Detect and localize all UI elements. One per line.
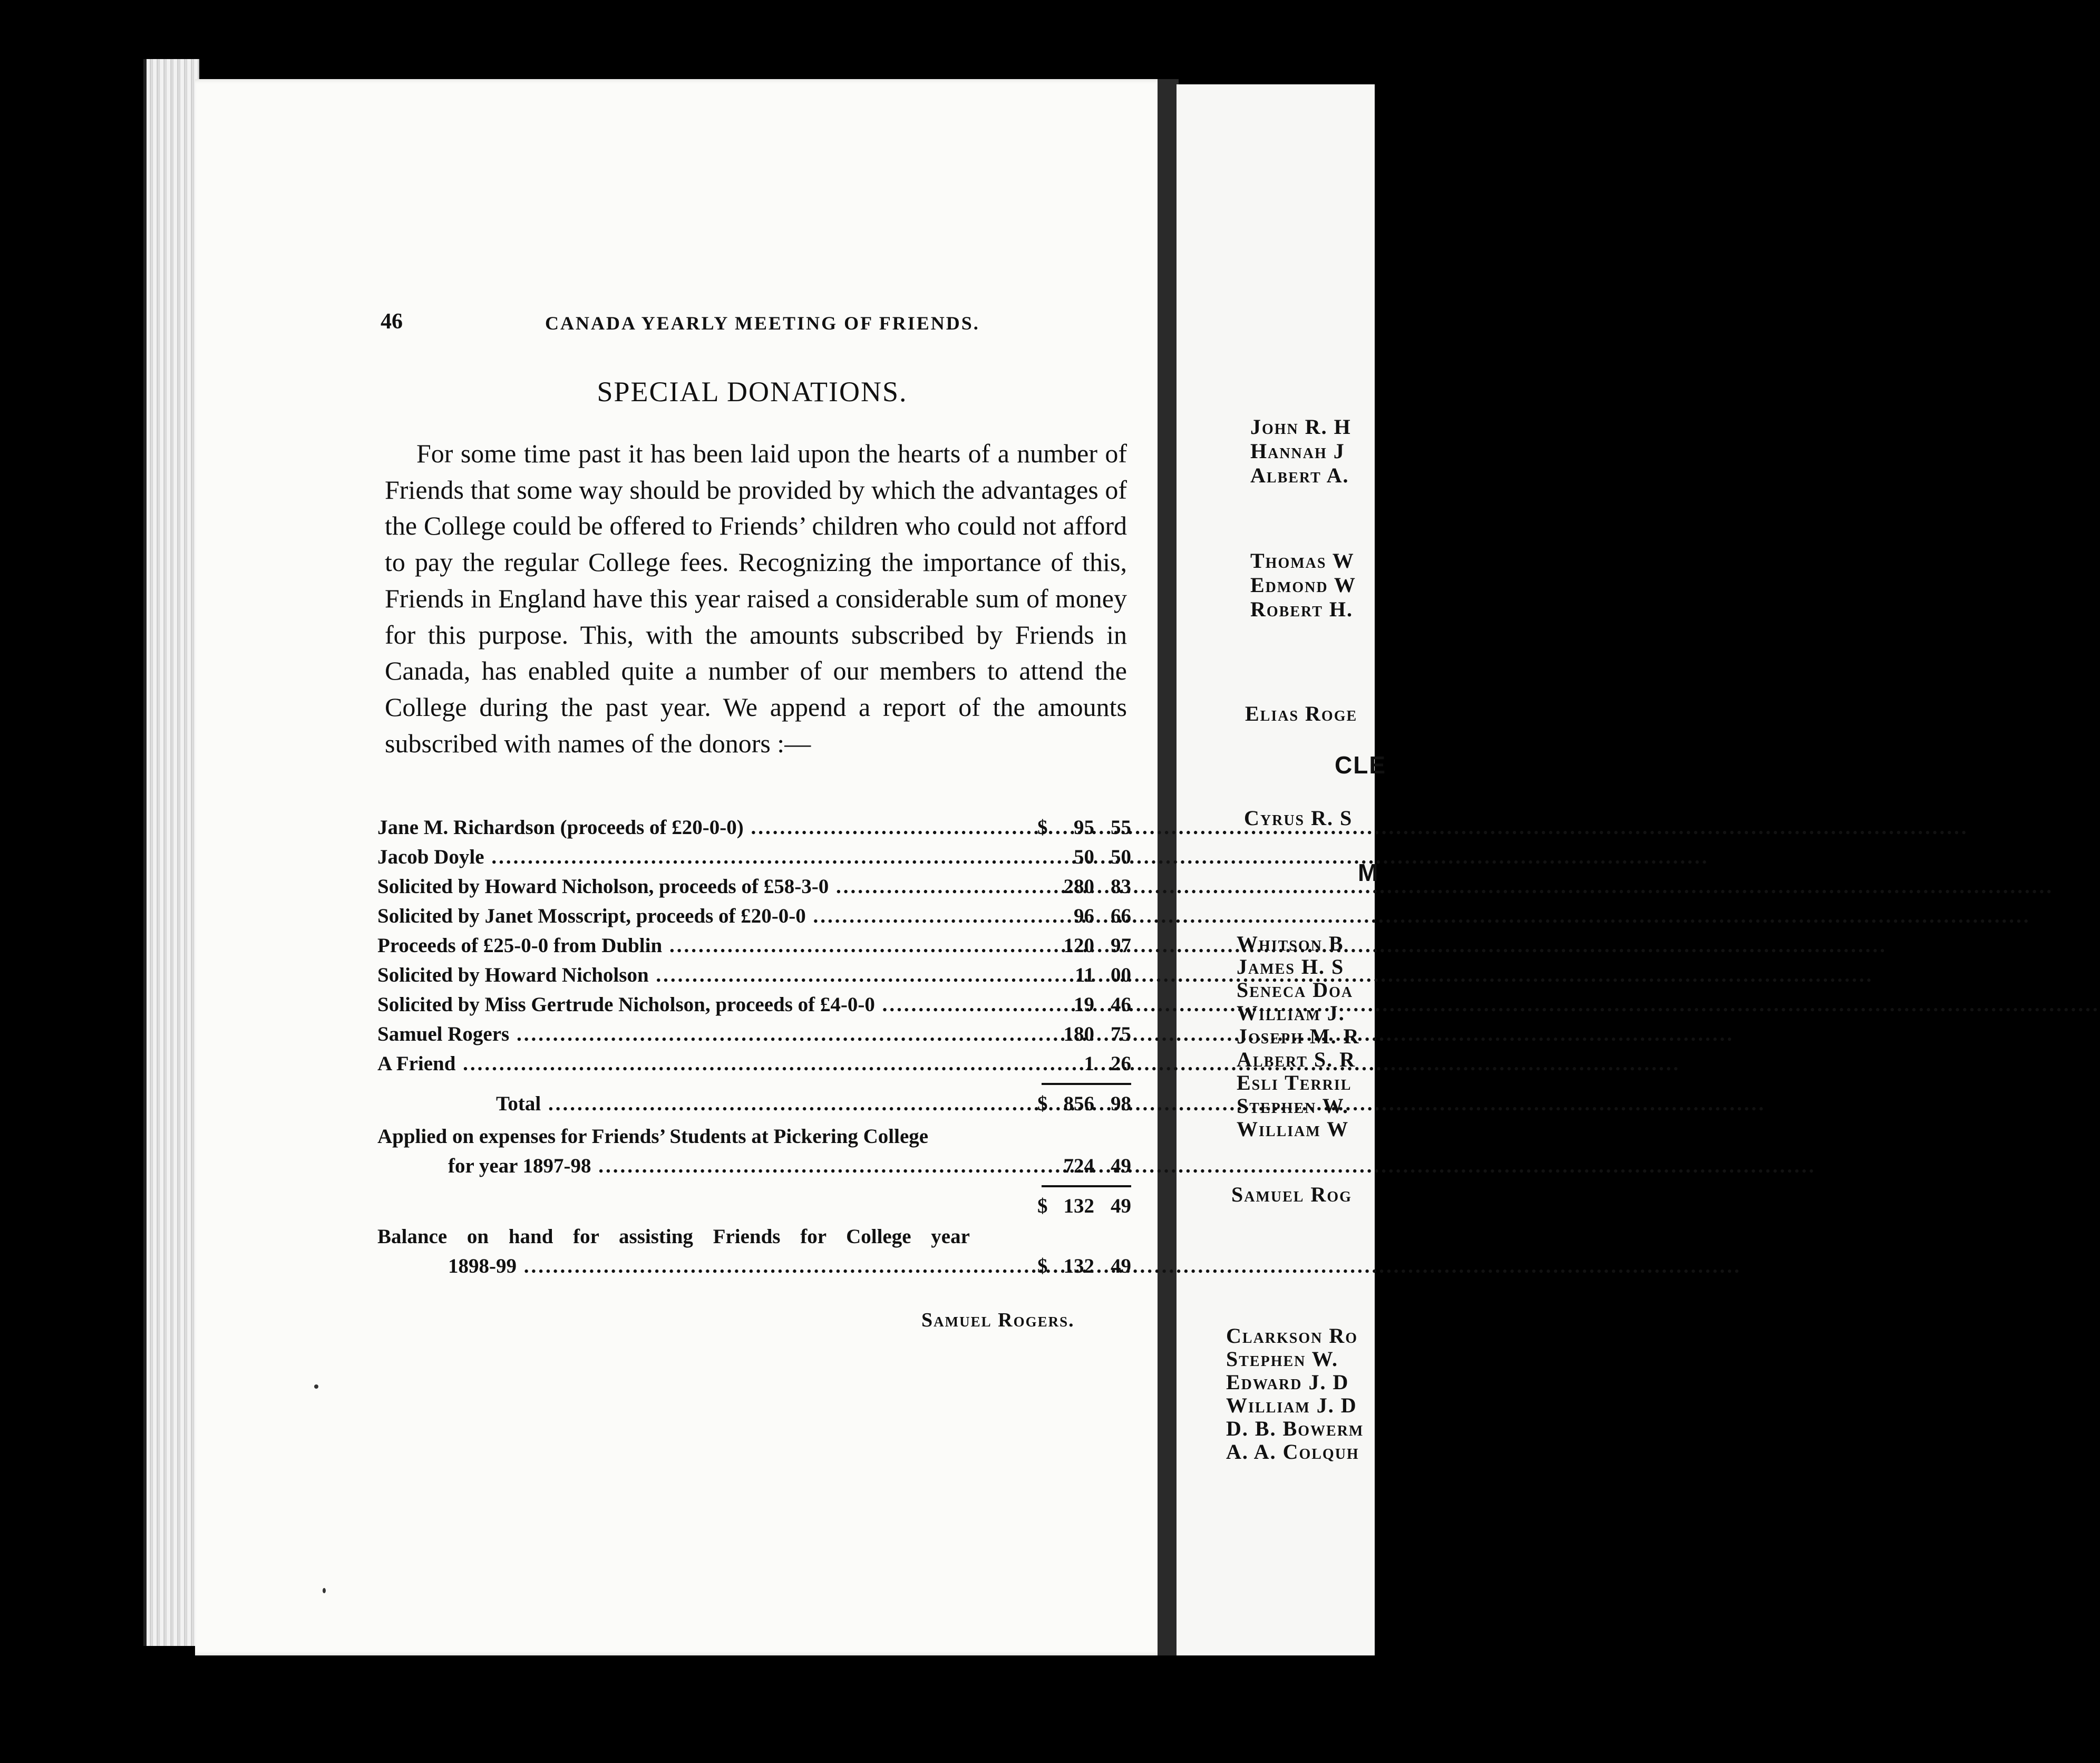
donor-label: Jacob Doyle .....: [377, 842, 1047, 872]
amount-dollars: 132: [1063, 1195, 1094, 1217]
right-page-name: Elias Roge: [1245, 702, 1358, 725]
donor-label: Solicited by Miss Gertrude Nicholson, proceeds of £4-0-0 .....: [377, 990, 1047, 1020]
amount-cents: 66: [1111, 905, 1131, 927]
donor-label: Samuel Rogers .....: [377, 1020, 1047, 1049]
ledger-row: [377, 902, 1131, 931]
ledger-row: [377, 813, 1131, 842]
dollar-sign: $: [1037, 816, 1048, 839]
right-page-name: Edward J. D: [1226, 1370, 1349, 1394]
page-number: 46: [381, 309, 403, 334]
ledger-row: [377, 872, 1131, 902]
amount-dollars: 50: [1074, 846, 1094, 868]
right-page-name: Thomas W: [1250, 549, 1355, 573]
right-page-name: Samuel Rog: [1231, 1183, 1352, 1206]
right-page-name: Hannah J: [1250, 439, 1345, 463]
amount-dollars: 724: [1063, 1155, 1094, 1177]
right-page-name: Whitson B: [1237, 932, 1344, 955]
right-page-name: D. B. Bowerm: [1226, 1417, 1364, 1440]
amount: [1042, 1089, 1131, 1119]
intro-paragraph: For some time past it has been laid upon the hearts of a number of Friends that some way should be provided by which the advantages of the College could be offered to Friends’ children who could not afford to pay the regular College fees. Recognizing the importance of this, Friends in England have this year raised a considerable sum of money for this purpose. This, with the amounts subscribed by Friends in Canada, has enabled quite a number of our members to attend the College during the past year. We append a report of the amounts subscribed with names of the donors :—: [385, 439, 1127, 758]
amount-cents: 83: [1111, 875, 1131, 898]
right-page-name: Albert S. R: [1237, 1048, 1356, 1071]
book-page-edges: [143, 59, 199, 1646]
right-page-name: Stephen W.: [1237, 1094, 1349, 1118]
amount: [1042, 1020, 1131, 1049]
total-label: Total .....: [377, 1089, 1165, 1119]
donor-label: Solicited by Howard Nicholson .....: [377, 961, 1047, 990]
remainder-row: [377, 1192, 1131, 1221]
signature: Samuel Rogers.: [921, 1309, 1075, 1331]
amount-cents: 46: [1111, 993, 1131, 1016]
right-page-name: William J. D: [1226, 1393, 1357, 1417]
amount: [1042, 813, 1131, 842]
amount-cents: 75: [1111, 1023, 1131, 1045]
balance-row-line2: [377, 1252, 1131, 1281]
amount-cents: 49: [1111, 1155, 1131, 1177]
balance-row-line1: [377, 1222, 1131, 1252]
amount-cents: 50: [1111, 846, 1131, 868]
applied-year: for year 1897-98 .....: [377, 1151, 1117, 1181]
ledger-row: [377, 1020, 1131, 1049]
right-page-name: William W: [1237, 1117, 1349, 1141]
total-row: [377, 1089, 1131, 1119]
right-page-name: William J.: [1237, 1001, 1345, 1025]
amount-cents: 00: [1111, 964, 1131, 986]
print-speck: [314, 1384, 318, 1389]
amount-dollars: 280: [1063, 875, 1094, 898]
donor-label: Solicited by Howard Nicholson, proceeds of £58-3-0 .....: [377, 872, 1047, 902]
ledger-row: [377, 990, 1131, 1020]
running-head-title: CANADA YEARLY MEETING OF FRIENDS.: [545, 313, 980, 334]
right-page-name: Cyrus R. S: [1244, 806, 1353, 830]
amount-cents: 26: [1111, 1052, 1131, 1075]
amount-dollars: 132: [1063, 1255, 1094, 1277]
right-page-name: James H. S: [1237, 955, 1345, 979]
right-page-name: Stephen W.: [1226, 1347, 1338, 1371]
amount-cents: 97: [1111, 934, 1131, 957]
amount-dollars: 19: [1074, 993, 1094, 1016]
sum-rule: [1042, 1083, 1131, 1085]
donor-label: Proceeds of £25-0-0 from Dublin .....: [377, 931, 1047, 961]
applied-label: Applied on expenses for Friends’ Students at Pickering College: [377, 1125, 929, 1148]
right-page-name: Albert A.: [1250, 463, 1349, 487]
donor-label: Solicited by Janet Mosscript, proceeds of £20-0-0 .....: [377, 902, 1047, 931]
ledger-row: [377, 842, 1131, 872]
print-speck: [323, 1588, 326, 1593]
right-page-name: Joseph M. R: [1237, 1024, 1360, 1048]
dollar-sign: $: [1037, 1255, 1048, 1277]
amount-cents: 49: [1111, 1255, 1131, 1277]
dollar-sign: $: [1037, 1092, 1048, 1115]
amount: [1042, 842, 1131, 872]
donation-ledger: [377, 813, 1131, 1319]
difference-rule: [1042, 1185, 1131, 1187]
ledger-row: [377, 931, 1131, 961]
balance-label: Balance on hand for assisting Friends for College year: [377, 1225, 970, 1248]
amount: [1042, 1252, 1131, 1281]
amount-cents: 49: [1111, 1195, 1131, 1217]
right-page-name: Clarkson Ro: [1226, 1324, 1358, 1348]
amount-dollars: 120: [1063, 934, 1094, 957]
ledger-row: [377, 1049, 1131, 1079]
amount: [1042, 961, 1131, 990]
ledger-row: [377, 961, 1131, 990]
amount: [1042, 1049, 1131, 1079]
applied-row-line2: [377, 1151, 1131, 1181]
amount: [1042, 872, 1131, 902]
right-page-name: Seneca Doa: [1237, 978, 1354, 1002]
amount-dollars: 96: [1074, 905, 1094, 927]
amount: [1042, 931, 1131, 961]
right-page-name: Robert H.: [1250, 597, 1354, 621]
right-page-name: A. A. Colquh: [1226, 1440, 1359, 1464]
right-page-name: John R. H: [1250, 415, 1352, 439]
amount-dollars: 95: [1074, 816, 1094, 839]
amount: [1042, 1151, 1131, 1181]
amount: [1042, 902, 1131, 931]
amount-cents: 55: [1111, 816, 1131, 839]
right-page-heading: CLE: [1335, 751, 1386, 779]
donor-label: A Friend .....: [377, 1049, 1047, 1079]
right-page-name: Edmond W: [1250, 573, 1356, 597]
dollar-sign: $: [1037, 1195, 1048, 1217]
amount-dollars: 180: [1063, 1023, 1094, 1045]
section-heading: SPECIAL DONATIONS.: [597, 376, 908, 408]
applied-row-line1: [377, 1122, 1131, 1151]
amount-dollars: 856: [1063, 1092, 1094, 1115]
amount: [1042, 1192, 1131, 1221]
amount-dollars: 1: [1084, 1052, 1094, 1075]
donor-label: Jane M. Richardson (proceeds of £20-0-0) .....: [377, 813, 1047, 842]
amount-cents: 98: [1111, 1092, 1131, 1115]
amount: [1042, 990, 1131, 1020]
right-page-heading: M: [1358, 859, 1379, 886]
amount-dollars: 11: [1075, 964, 1094, 986]
balance-year: 1898-99 .....: [377, 1252, 1117, 1281]
right-page-name: Esli Terril: [1237, 1071, 1352, 1094]
